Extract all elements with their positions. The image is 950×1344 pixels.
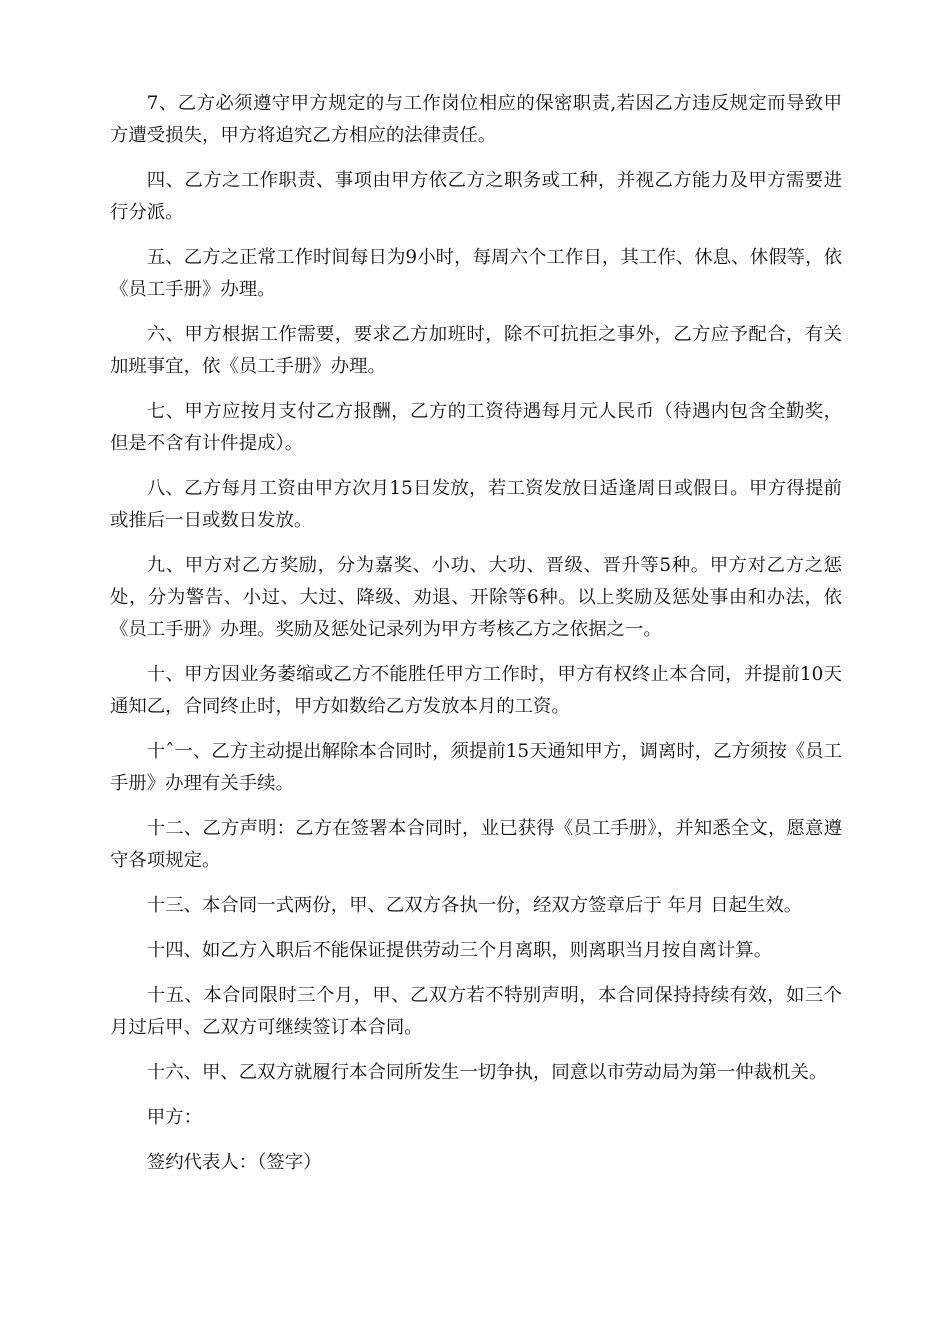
clause-15: 十五、本合同限时三个月，甲、乙双方若不特别声明，本合同保持持续有效，如三个月过后甲、乙双方可继续签订本合同。 — [110, 985, 842, 1038]
clause-8: 八、乙方每月工资由甲方次月15日发放，若工资发放日适逢周日或假日。甲方得提前或推后一日或数日发放。 — [110, 478, 842, 531]
clause-5: 五、乙方之正常工作时间每日为9小时，每周六个工作日，其工作、休息、休假等，依《员工手册》办理。 — [110, 247, 842, 300]
clause-4: 四、乙方之工作职责、事项由甲方依乙方之职务或工种，并视乙方能力及甲方需要进行分派。 — [110, 170, 842, 223]
clause-7-salary: 七、甲方应按月支付乙方报酬，乙方的工资待遇每月元人民币（待遇内包含全勤奖，但是不含有计件提成）。 — [110, 401, 842, 454]
signature-representative: 签约代表人：（签字） — [146, 1152, 322, 1173]
clause-16: 十六、甲、乙双方就履行本合同所发生一切争执，同意以市劳动局为第一仲裁机关。 — [146, 1062, 828, 1083]
signature-party-a: 甲方： — [146, 1107, 202, 1128]
clause-7: 7、乙方必须遵守甲方规定的与工作岗位相应的保密职责,若因乙方违反规定而导致甲方遭受损失，甲方将追究乙方相应的法律责任。 — [110, 93, 842, 146]
clause-12: 十二、乙方声明：乙方在签署本合同时，业已获得《员工手册》，并知悉全文，愿意遵守各项规定。 — [110, 818, 842, 871]
clause-13: 十三、本合同一式两份，甲、乙双方各执一份，经双方签章后于 年月 日起生效。 — [146, 895, 803, 916]
clause-11: 十ˆ一、乙方主动提出解除本合同时，须提前15天通知甲方，调离时，乙方须按《员工手册》办理有关手续。 — [110, 741, 842, 794]
clause-10: 十、甲方因业务萎缩或乙方不能胜任甲方工作时，甲方有权终止本合同，并提前10天通知乙，合同终止时，甲方如数给乙方发放本月的工资。 — [110, 664, 842, 717]
clause-6: 六、甲方根据工作需要，要求乙方加班时，除不可抗拒之事外，乙方应予配合，有关加班事宜，依《员工手册》办理。 — [110, 324, 842, 377]
document-body — [110, 88, 842, 1192]
clause-14: 十四、如乙方入职后不能保证提供劳动三个月离职，则离职当月按自离计算。 — [146, 940, 773, 961]
clause-9: 九、甲方对乙方奖励，分为嘉奖、小功、大功、晋级、晋升等5种。甲方对乙方之惩处，分为警告、小过、大过、降级、劝退、开除等6种。以上奖励及惩处事由和办法，依《员工手册》办理。奖励及惩处记录列为甲方考核乙方之依据之一。 — [110, 555, 842, 640]
